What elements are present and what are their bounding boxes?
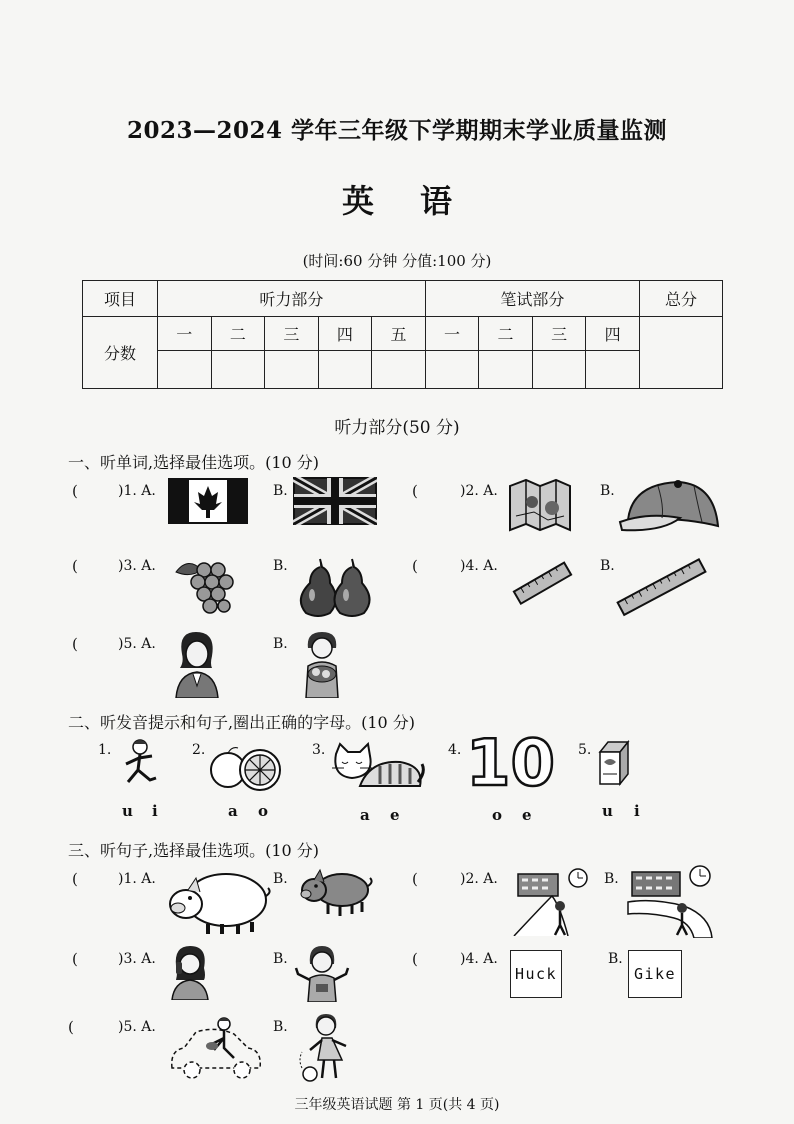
score-cell[interactable]	[318, 351, 372, 389]
p2-num: 4.	[448, 742, 462, 758]
answer-paren[interactable]: (	[72, 557, 78, 575]
q4-label: )4. A.	[460, 558, 498, 574]
answer-paren[interactable]: (	[72, 482, 78, 500]
score-cell[interactable]	[372, 351, 426, 389]
boy-in-car-icon	[168, 1014, 264, 1080]
p3-q1-label: )1. A.	[118, 871, 156, 887]
item-label: 项目	[83, 281, 158, 317]
part3-heading: 三、听句子,选择最佳选项。(10 分)	[68, 841, 320, 860]
p2-num: 3.	[312, 742, 326, 758]
written-label: 笔试部分	[425, 281, 639, 317]
written-col: 三	[532, 317, 586, 351]
listening-col: 五	[372, 317, 426, 351]
q3-label: )3. A.	[118, 558, 156, 574]
girl-on-phone-icon	[168, 944, 212, 1000]
score-cell[interactable]	[532, 351, 586, 389]
p3-q5-b-label: B.	[273, 1019, 288, 1035]
letter-option[interactable]: e	[390, 806, 400, 824]
canada-flag-icon	[168, 478, 248, 524]
written-col: 四	[586, 317, 640, 351]
score-cell[interactable]	[425, 351, 479, 389]
p3-q2-label: )2. A.	[460, 871, 498, 887]
score-cell[interactable]	[479, 351, 533, 389]
score-cell[interactable]	[265, 351, 319, 389]
letter-option[interactable]: a	[228, 802, 238, 820]
listening-col: 二	[211, 317, 265, 351]
woman-icon	[172, 628, 222, 698]
girl-with-ball-icon	[296, 1012, 356, 1084]
p2-num: 1.	[98, 742, 112, 758]
page-footer: 三年级英语试题 第 1 页(共 4 页)	[294, 1097, 500, 1113]
answer-paren[interactable]: (	[412, 950, 418, 968]
part1-heading: 一、听单词,选择最佳选项。(10 分)	[68, 453, 320, 472]
answer-paren[interactable]: (	[412, 870, 418, 888]
letter-option[interactable]: u	[122, 802, 133, 820]
walk-home-icon	[624, 862, 714, 938]
answer-paren[interactable]: (	[412, 482, 418, 500]
cap-icon	[618, 476, 726, 540]
total-label: 总分	[640, 281, 723, 317]
written-col: 二	[479, 317, 533, 351]
running-boy-icon	[118, 738, 162, 790]
score-table	[82, 280, 723, 389]
score-cell[interactable]	[211, 351, 265, 389]
girl-with-food-icon	[296, 628, 348, 698]
answer-paren[interactable]: (	[68, 1018, 74, 1036]
p3-q4-label: )4. A.	[460, 951, 498, 967]
q4-b-label: B.	[600, 558, 615, 574]
grapes-icon	[168, 556, 238, 618]
answer-paren[interactable]: (	[72, 870, 78, 888]
letter-option[interactable]: o	[258, 802, 269, 820]
total-score-cell[interactable]	[640, 317, 723, 389]
listening-label: 听力部分	[158, 281, 426, 317]
q5-b-label: B.	[273, 636, 288, 652]
q3-b-label: B.	[273, 558, 288, 574]
listening-col: 一	[158, 317, 212, 351]
listening-col: 四	[318, 317, 372, 351]
written-col: 一	[425, 317, 479, 351]
letter-option[interactable]: e	[522, 806, 532, 824]
part2-heading: 二、听发音提示和句子,圈出正确的字母。(10 分)	[68, 713, 416, 732]
answer-paren[interactable]: (	[72, 635, 78, 653]
letter-option[interactable]: u	[602, 802, 613, 820]
p3-q2-b-label: B.	[604, 871, 619, 887]
cat-icon	[330, 742, 426, 794]
p3-q5-label: )5. A.	[118, 1019, 156, 1035]
map-icon	[508, 478, 572, 532]
score-label: 分数	[83, 317, 158, 389]
p2-num: 2.	[192, 742, 206, 758]
q1-label: )1. A.	[118, 483, 156, 499]
long-ruler-icon	[614, 554, 710, 622]
q2-label: )2. A.	[460, 483, 498, 499]
listening-col: 三	[265, 317, 319, 351]
score-cell[interactable]	[158, 351, 212, 389]
p2-num: 5.	[578, 742, 592, 758]
pears-icon	[296, 555, 378, 617]
short-ruler-icon	[512, 558, 574, 610]
number-ten-icon: 10	[466, 727, 556, 801]
q2-b-label: B.	[600, 483, 615, 499]
orange-icon	[208, 740, 284, 796]
walk-to-school-icon	[512, 866, 592, 936]
p3-q4-b-label: B.	[608, 951, 623, 967]
time-info: (时间:60 分钟 分值:100 分)	[302, 252, 492, 270]
letter-option[interactable]: i	[634, 802, 640, 820]
exam-subject: 英语	[341, 182, 498, 220]
uk-flag-icon	[293, 477, 377, 525]
letter-option[interactable]: i	[152, 802, 158, 820]
p3-q3-label: )3. A.	[118, 951, 156, 967]
name-card-b: Gike	[628, 950, 682, 998]
score-cell[interactable]	[586, 351, 640, 389]
letter-option[interactable]: a	[360, 806, 370, 824]
p3-q3-b-label: B.	[273, 951, 288, 967]
big-pig-icon	[168, 866, 272, 936]
q1-b-label: B.	[273, 483, 288, 499]
milk-carton-icon	[594, 738, 634, 788]
q5-label: )5. A.	[118, 636, 156, 652]
letter-option[interactable]: o	[492, 806, 503, 824]
listening-heading: 听力部分(50 分)	[334, 418, 460, 438]
small-pig-icon	[298, 866, 376, 918]
answer-paren[interactable]: (	[412, 557, 418, 575]
p3-q1-b-label: B.	[273, 871, 288, 887]
exam-title: 2023—2024 学年三年级下学期期末学业质量监测	[126, 117, 668, 144]
answer-paren[interactable]: (	[72, 950, 78, 968]
girl-shrugging-icon	[294, 944, 350, 1002]
name-card-a: Huck	[510, 950, 562, 998]
